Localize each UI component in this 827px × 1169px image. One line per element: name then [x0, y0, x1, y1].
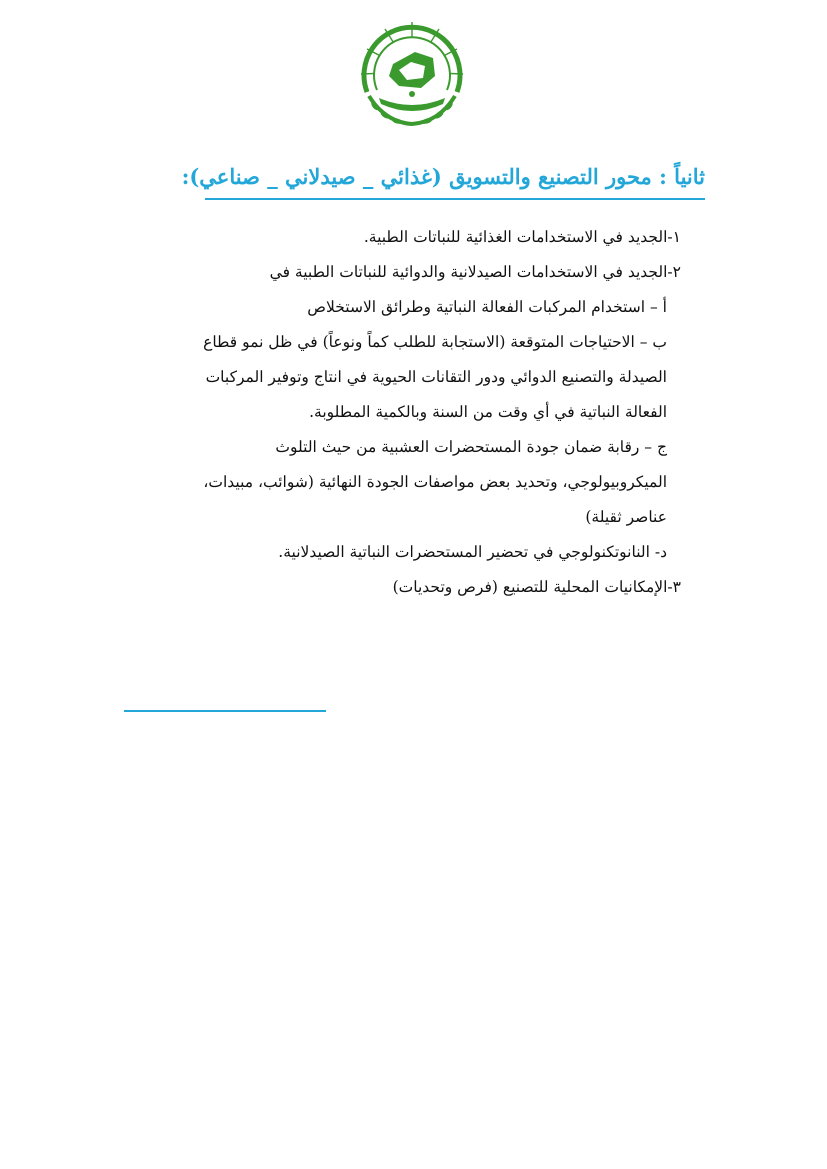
subitem-c-line-1: ج – رقابة ضمان جودة المستحضرات العشبية من حيث التلوث [275, 438, 667, 456]
subitem-b-line-1: ب – الاحتياجات المتوقعة (الاستجابة للطلب كماً ونوعاً) في ظل نمو قطاع [203, 333, 667, 351]
section-heading: ثانياً : محور التصنيع والتسويق (غذائي _ صيدلاني _ صناعي): [181, 164, 705, 189]
subitem-b-line-3: الفعالة النباتية في أي وقت من السنة وبالكمية المطلوبة. [309, 403, 667, 421]
subitem-b-line-2: الصيدلة والتصنيع الدوائي ودور التقانات الحيوية في انتاج وتوفير المركبات [205, 368, 667, 386]
subitem-c-line-2: الميكروبيولوجي، وتحديد بعض مواصفات الجودة النهائية (شوائب، مبيدات، [203, 473, 667, 491]
organization-logo [355, 14, 469, 132]
item-1: ١-الجديد في الاستخدامات الغذائية للنباتات الطبية. [363, 228, 681, 246]
heading-underline [205, 198, 705, 200]
footnote-separator [124, 710, 326, 712]
item-3: ٣-الإمكانيات المحلية للتصنيع (فرص وتحديات) [392, 578, 681, 596]
subitem-d: د- النانوتكنولوجي في تحضير المستحضرات النباتية الصيدلانية. [278, 543, 667, 561]
document-body [121, 220, 681, 605]
subitem-a: أ – استخدام المركبات الفعالة النباتية وطرائق الاستخلاص [307, 298, 667, 316]
item-2: ٢-الجديد في الاستخدامات الصيدلانية والدوائية للنباتات الطبية في [269, 263, 681, 281]
subitem-c-line-3: عناصر ثقيلة) [585, 508, 667, 526]
